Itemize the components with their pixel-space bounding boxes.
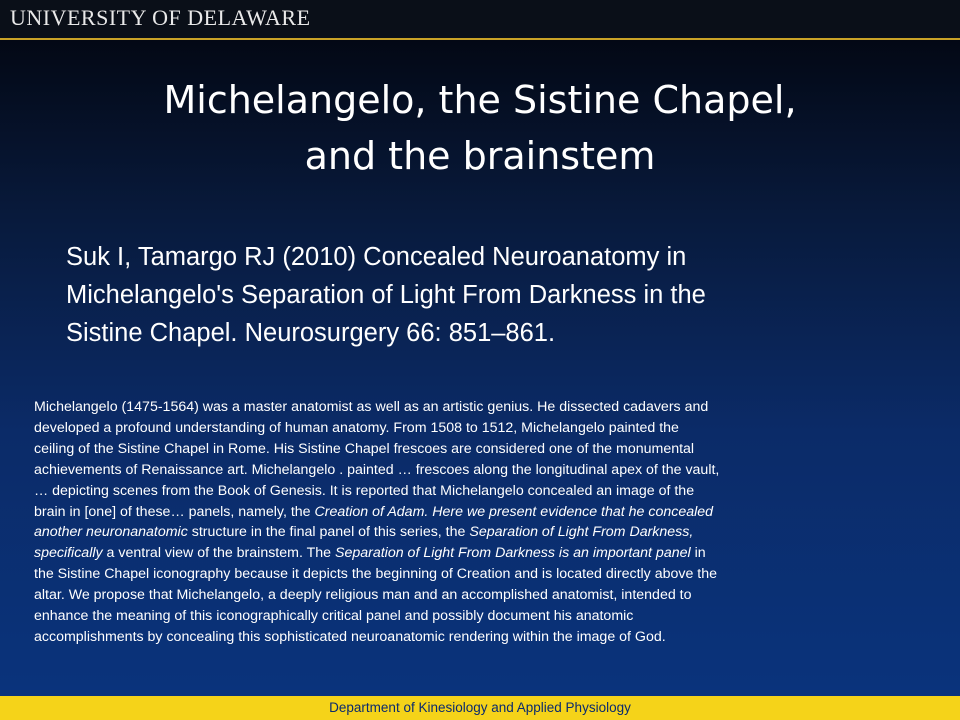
abstract-italic-segment: specifically (34, 545, 103, 562)
citation-line-3: Sistine Chapel. Neurosurgery 66: 851–861. (66, 319, 556, 347)
title-line-1: Michelangelo, the Sistine Chapel, (163, 78, 797, 122)
abstract-line-7 (34, 522, 940, 543)
citation (66, 238, 896, 352)
header-bar (0, 0, 960, 40)
citation-line-1: Suk I, Tamargo RJ (2010) Concealed Neuroanatomy in (66, 243, 687, 271)
abstract-line-6 (34, 502, 940, 523)
abstract-line-10: altar. We propose that Michelangelo, a deeply religious man and an accomplished anatomist, intended to (34, 587, 692, 604)
abstract-line-1: Michelangelo (1475-1564) was a master anatomist as well as an artistic genius. He dissected cadavers and (34, 399, 709, 415)
abstract-line-11: enhance the meaning of this iconographically critical panel and possibly document his anatomic (34, 608, 634, 625)
slide-title (0, 72, 960, 184)
abstract-text (34, 397, 940, 648)
title-line-2: and the brainstem (304, 134, 656, 178)
abstract-italic-segment: Separation of Light From Darkness is an important panel (334, 545, 691, 562)
footer-bar (0, 696, 960, 720)
university-logo: UNIVERSITY OF DELAWARE (10, 5, 311, 30)
abstract-line-5: … depicting scenes from the Book of Genesis. It is reported that Michelangelo concealed an image of the (34, 482, 695, 499)
abstract-segment: structure in the final panel of this series, the (187, 524, 470, 541)
abstract-line-2: developed a profound understanding of human anatomy. From 1508 to 1512, Michelangelo painted the (34, 419, 679, 436)
abstract-line-9: the Sistine Chapel iconography because it depicts the beginning of Creation and is located directly above the (34, 566, 718, 583)
citation-line-2: Michelangelo's Separation of Light From Darkness in the (66, 281, 706, 309)
abstract-italic-segment: Separation of Light From Darkness, (469, 524, 694, 541)
abstract-line-3: ceiling of the Sistine Chapel in Rome. His Sistine Chapel frescoes are considered one of the monumental (34, 440, 695, 457)
abstract-line-4: achievements of Renaissance art. Michelangelo . painted … frescoes along the longitudinal apex of the vault, (34, 461, 720, 478)
abstract-italic-segment: another neuronanatomic (34, 524, 188, 541)
abstract-italic-segment: Creation of Adam. Here we present evidence that he concealed (314, 503, 714, 520)
abstract-segment: a ventral view of the brainstem. The (102, 545, 335, 562)
abstract-segment: brain in [one] of these… panels, namely, the (34, 503, 315, 520)
abstract-segment: in (690, 545, 706, 562)
abstract-line-12: accomplishments by concealing this sophisticated neuroanatomic rendering within the image of God. (34, 628, 666, 645)
abstract-line-8 (34, 543, 940, 564)
department-label: Department of Kinesiology and Applied Physiology (329, 700, 631, 715)
